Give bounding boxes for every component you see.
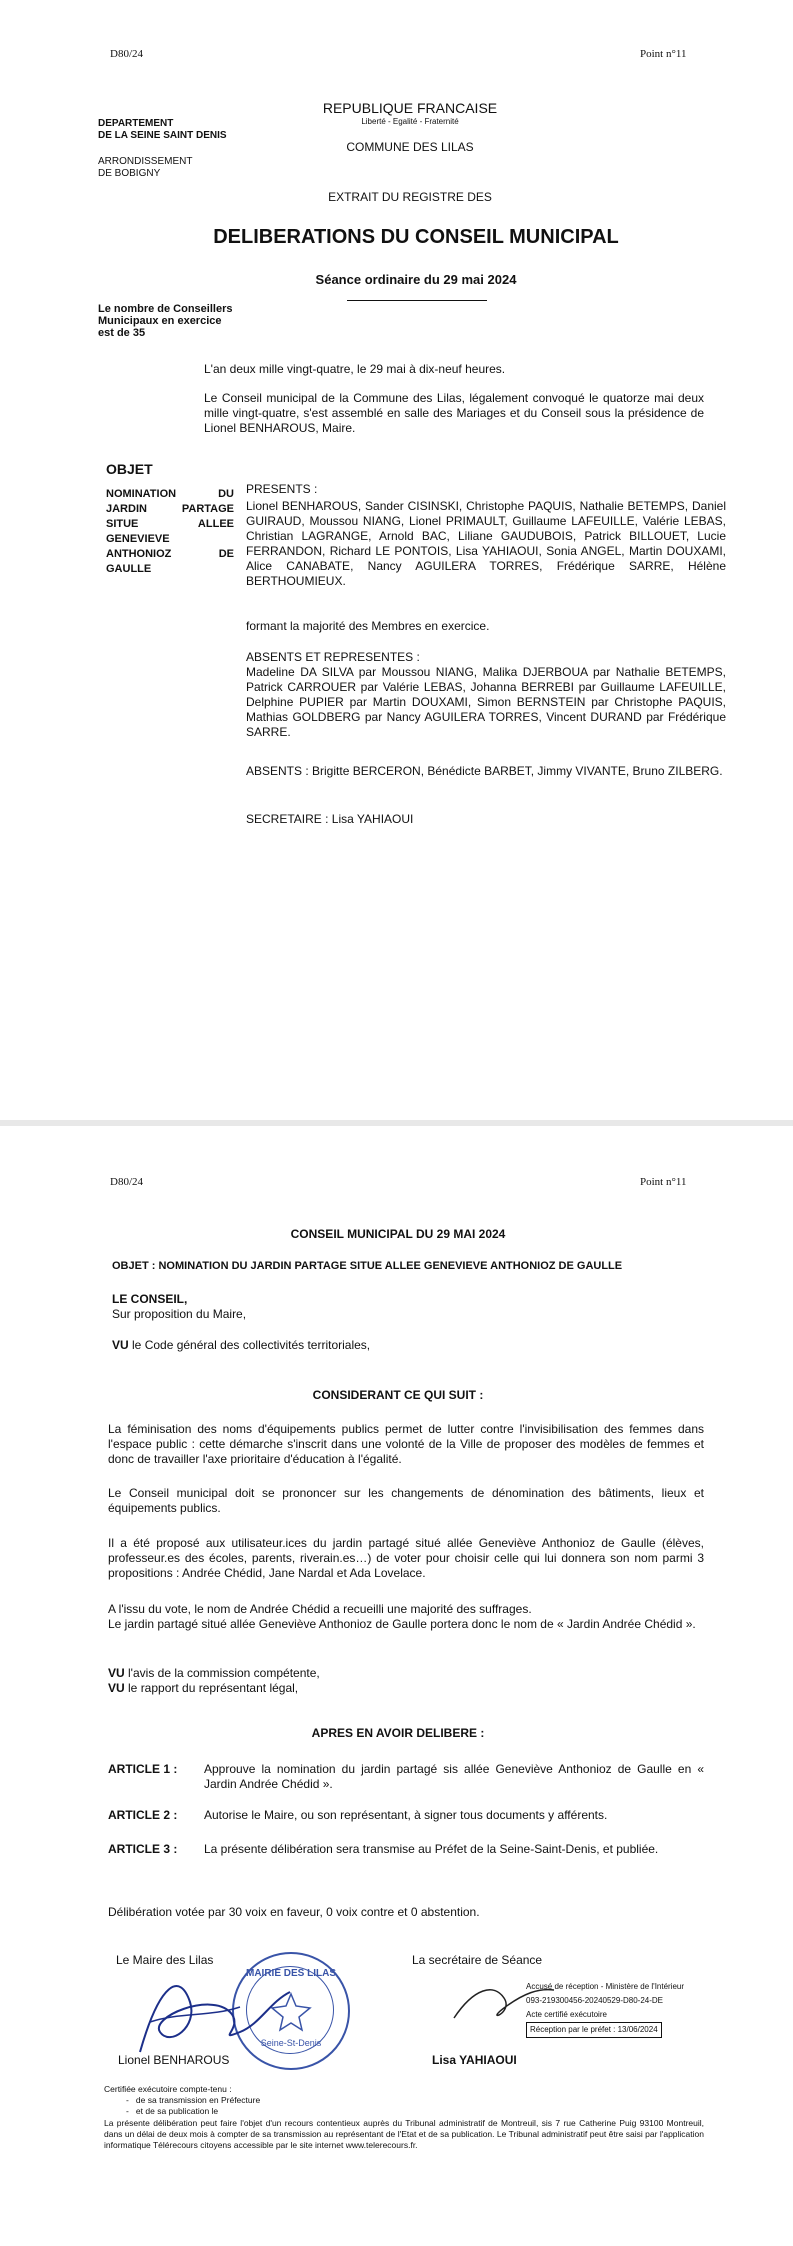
article-1-text: Approuve la nomination du jardin partagé sis allée Geneviève Anthonioz de Gaulle en « Jardin Andrée Chédid ».	[204, 1762, 704, 1791]
absents-list: ABSENTS : Brigitte BERCERON, Bénédicte BARBET, Jimmy VIVANTE, Bruno ZILBERG.	[246, 764, 723, 778]
nombre-conseillers	[98, 303, 232, 339]
certifiee-item-1-text: de sa transmission en Préfecture	[135, 2095, 261, 2105]
departement-line2: DE LA SEINE SAINT DENIS	[98, 130, 227, 141]
accuse-line-4: Réception par le préfet : 13/06/2024	[526, 2022, 662, 2038]
page2-title: CONSEIL MUNICIPAL DU 29 MAI 2024	[290, 1227, 506, 1241]
maire-label: Le Maire des Lilas	[116, 1953, 214, 1967]
presents-list: Lionel BENHAROUS, Sander CISINSKI, Christophe PAQUIS, Nathalie BETEMPS, Daniel GUIRAUD, Moussou NIANG, Lionel PRIMAULT, Guillaume LAFEUILLE, Valérie LEBAS, Christian LAGRANGE, Arnold BAC, Liliane GAUDUBOIS, Patrick BILLOUET, Lucie FERRANDON, Richard LE PONTOIS, Lisa YAHIAOUI, Sonia ANGEL, Martin DOUXAMI, Alice CANABATE, Nancy AGUILERA TORRES, Frédérique SARRE, Hélène BERTHOUMIEUX.	[246, 499, 726, 588]
certifiee-item-1: - de sa transmission en Préfecture	[126, 2095, 261, 2105]
maire-name: Lionel BENHAROUS	[118, 2053, 230, 2067]
certifiee-item-2: - et de sa publication le	[126, 2106, 219, 2116]
vu-code	[112, 1338, 370, 1353]
arrondissement-line2: DE BOBIGNY	[98, 168, 161, 179]
accuse-line-2: 093-219300456-20240529-D80-24-DE	[526, 1996, 663, 2005]
considerant-para-3: Il a été proposé aux utilisateur.ices du jardin partagé situé allée Geneviève Anthonioz de Gaulle (élèves, professeur.es des écoles, parents, riverain.es…) de voter pour choisir celle qui lui donnera son nom parmi 3 propositions : Andrée Chédid, Jane Nardal et Ada Lovelace.	[108, 1536, 704, 1580]
majorite: formant la majorité des Membres en exercice.	[246, 619, 490, 633]
article-2-label: ARTICLE 2 :	[108, 1808, 178, 1822]
objet-text: NOMINATION DU JARDIN PARTAGE SITUE ALLEE GENEVIEVE ANTHONIOZ DE GAULLE	[106, 488, 234, 575]
absents-representes-list: Madeline DA SILVA par Moussou NIANG, Malika DJERBOUA par Nathalie BETEMPS, Patrick CARROUER par Valérie LEBAS, Johanna BERREBI par Guillaume LAFEUILLE, Delphine PUPIER par Martin DOUXAMI, Simon BERNSTEIN par Christophe PAQUIS, Mathias GOLDBERG par Nancy AGUILERA TORRES, Vincent DURAND par Frédérique SARRE.	[246, 665, 726, 739]
objet-value: NOMINATION DU JARDIN PARTAGE SITUE ALLEE GENEVIEVE ANTHONIOZ DE GAULLE	[158, 1260, 623, 1272]
secretaire-name: Lisa YAHIAOUI	[432, 2053, 517, 2067]
nombre-line1: Le nombre de Conseillers	[98, 303, 233, 315]
main-title: DELIBERATIONS DU CONSEIL MUNICIPAL	[213, 226, 619, 248]
considerant-para-4b: Le jardin partagé situé allée Geneviève Anthonioz de Gaulle portera donc le nom de « Jardin Andrée Chédid ».	[108, 1617, 696, 1631]
vote-result: Délibération votée par 30 voix en faveur, 0 voix contre et 0 abstention.	[108, 1905, 480, 1919]
vu-commission	[108, 1666, 320, 1681]
considerant-heading: CONSIDERANT CE QUI SUIT :	[312, 1388, 484, 1402]
objet-label: OBJET :	[112, 1260, 156, 1272]
certifiee-heading: Certifiée exécutoire compte-tenu :	[104, 2084, 232, 2094]
secretaire-label: La secrétaire de Séance	[412, 1953, 543, 1967]
article-3-label: ARTICLE 3 :	[108, 1842, 178, 1856]
maire-signature-icon	[120, 1962, 310, 2062]
considerant-para-2: Le Conseil municipal doit se prononcer sur les changements de dénomination des bâtiments, lieux et équipements publics.	[108, 1486, 704, 1515]
secretaire-seance: SECRETAIRE : Lisa YAHIAOUI	[246, 812, 414, 826]
reference-right: Point n°11	[640, 48, 687, 60]
page-1	[0, 0, 793, 1120]
article-2-text: Autorise le Maire, ou son représentant, à signer tous documents y afférents.	[204, 1808, 608, 1822]
nombre-line2: Municipaux en exercice	[98, 315, 222, 327]
intro-date: L'an deux mille vingt-quatre, le 29 mai à dix-neuf heures.	[204, 362, 506, 376]
vu-text: le rapport du représentant légal,	[128, 1681, 299, 1695]
reference-right: Point n°11	[640, 1176, 687, 1188]
recours-notice: La présente délibération peut faire l'objet d'un recours contentieux auprès du Tribunal administratif de Montreuil, sis 7 rue Catherine Puig 93100 Montreuil, dans un délai de deux mois à compter de sa transmission au représentant de l'Etat et de sa publication. Le Tribunal administratif peut être saisi par l'application informatique Télérecours citoyens accessible par le site internet www.telerecours.fr.	[104, 2118, 704, 2150]
accuse-line-1: Accusé de réception - Ministère de l'Intérieur	[526, 1982, 685, 1991]
vu-label: VU	[108, 1666, 125, 1680]
devise: Liberté - Egalité - Fraternité	[361, 117, 459, 126]
le-conseil: LE CONSEIL,	[112, 1292, 188, 1306]
considerant-para-1: La féminisation des noms d'équipements publics permet de lutter contre l'invisibilisation des femmes dans l'espace public : cette démarche s'inscrit dans une volonté de la Ville de proposer des modèles de femmes et donc de travailler l'axe prioritaire d'éducation à l'égalité.	[108, 1422, 704, 1466]
intro-convocation: Le Conseil municipal de la Commune des Lilas, légalement convoqué le quatorze mai deux mille vingt-quatre, s'est assemblé en salle des Mariages et du Conseil sous la présidence de Lionel BENHAROUS, Maire.	[204, 391, 704, 435]
commune-des-lilas: COMMUNE DES LILAS	[346, 140, 474, 154]
extrait-registre: EXTRAIT DU REGISTRE DES	[328, 190, 492, 204]
presents-heading: PRESENTS :	[246, 482, 318, 496]
reference-left: D80/24	[110, 1176, 143, 1188]
certifiee-item-2-text: et de sa publication le	[135, 2106, 219, 2116]
sur-proposition: Sur proposition du Maire,	[112, 1307, 247, 1321]
vu-rapport	[108, 1681, 298, 1696]
certifiee-executoire	[104, 2084, 260, 2117]
vu-label: VU	[108, 1681, 125, 1695]
considerant-para-4a: A l'issu du vote, le nom de Andrée Chédid a recueilli une majorité des suffrages.	[108, 1602, 532, 1616]
seance-date: Séance ordinaire du 29 mai 2024	[315, 272, 517, 287]
republique-francaise: REPUBLIQUE FRANCAISE	[322, 100, 498, 116]
accuse-line-3: Acte certifié exécutoire	[526, 2010, 607, 2019]
nombre-line3: est de 35	[98, 327, 146, 339]
vu-text: le Code général des collectivités territoriales,	[132, 1338, 371, 1352]
article-1-label: ARTICLE 1 :	[108, 1762, 178, 1776]
stamp-bottom-text: Seine-St-Denis	[260, 2038, 322, 2048]
vu-text: l'avis de la commission compétente,	[128, 1666, 320, 1680]
objet-line	[112, 1260, 712, 1272]
vu-label: VU	[112, 1338, 129, 1352]
arrondissement-line1: ARRONDISSEMENT	[98, 156, 193, 167]
accuse-reception	[526, 1980, 726, 2038]
apres-deliberation-heading: APRES EN AVOIR DELIBERE :	[311, 1726, 485, 1740]
article-3-text: La présente délibération sera transmise au Préfet de la Seine-Saint-Denis, et publiée.	[204, 1842, 659, 1856]
reference-left: D80/24	[110, 48, 143, 60]
departement-line1: DEPARTEMENT	[98, 118, 174, 129]
title-underline	[347, 300, 487, 301]
objet-heading: OBJET	[106, 461, 153, 477]
absents-representes-heading: ABSENTS ET REPRESENTES :	[246, 650, 420, 664]
stamp-top-text: MAIRIE DES LILAS	[245, 1968, 336, 1979]
page-2	[0, 1126, 793, 2246]
